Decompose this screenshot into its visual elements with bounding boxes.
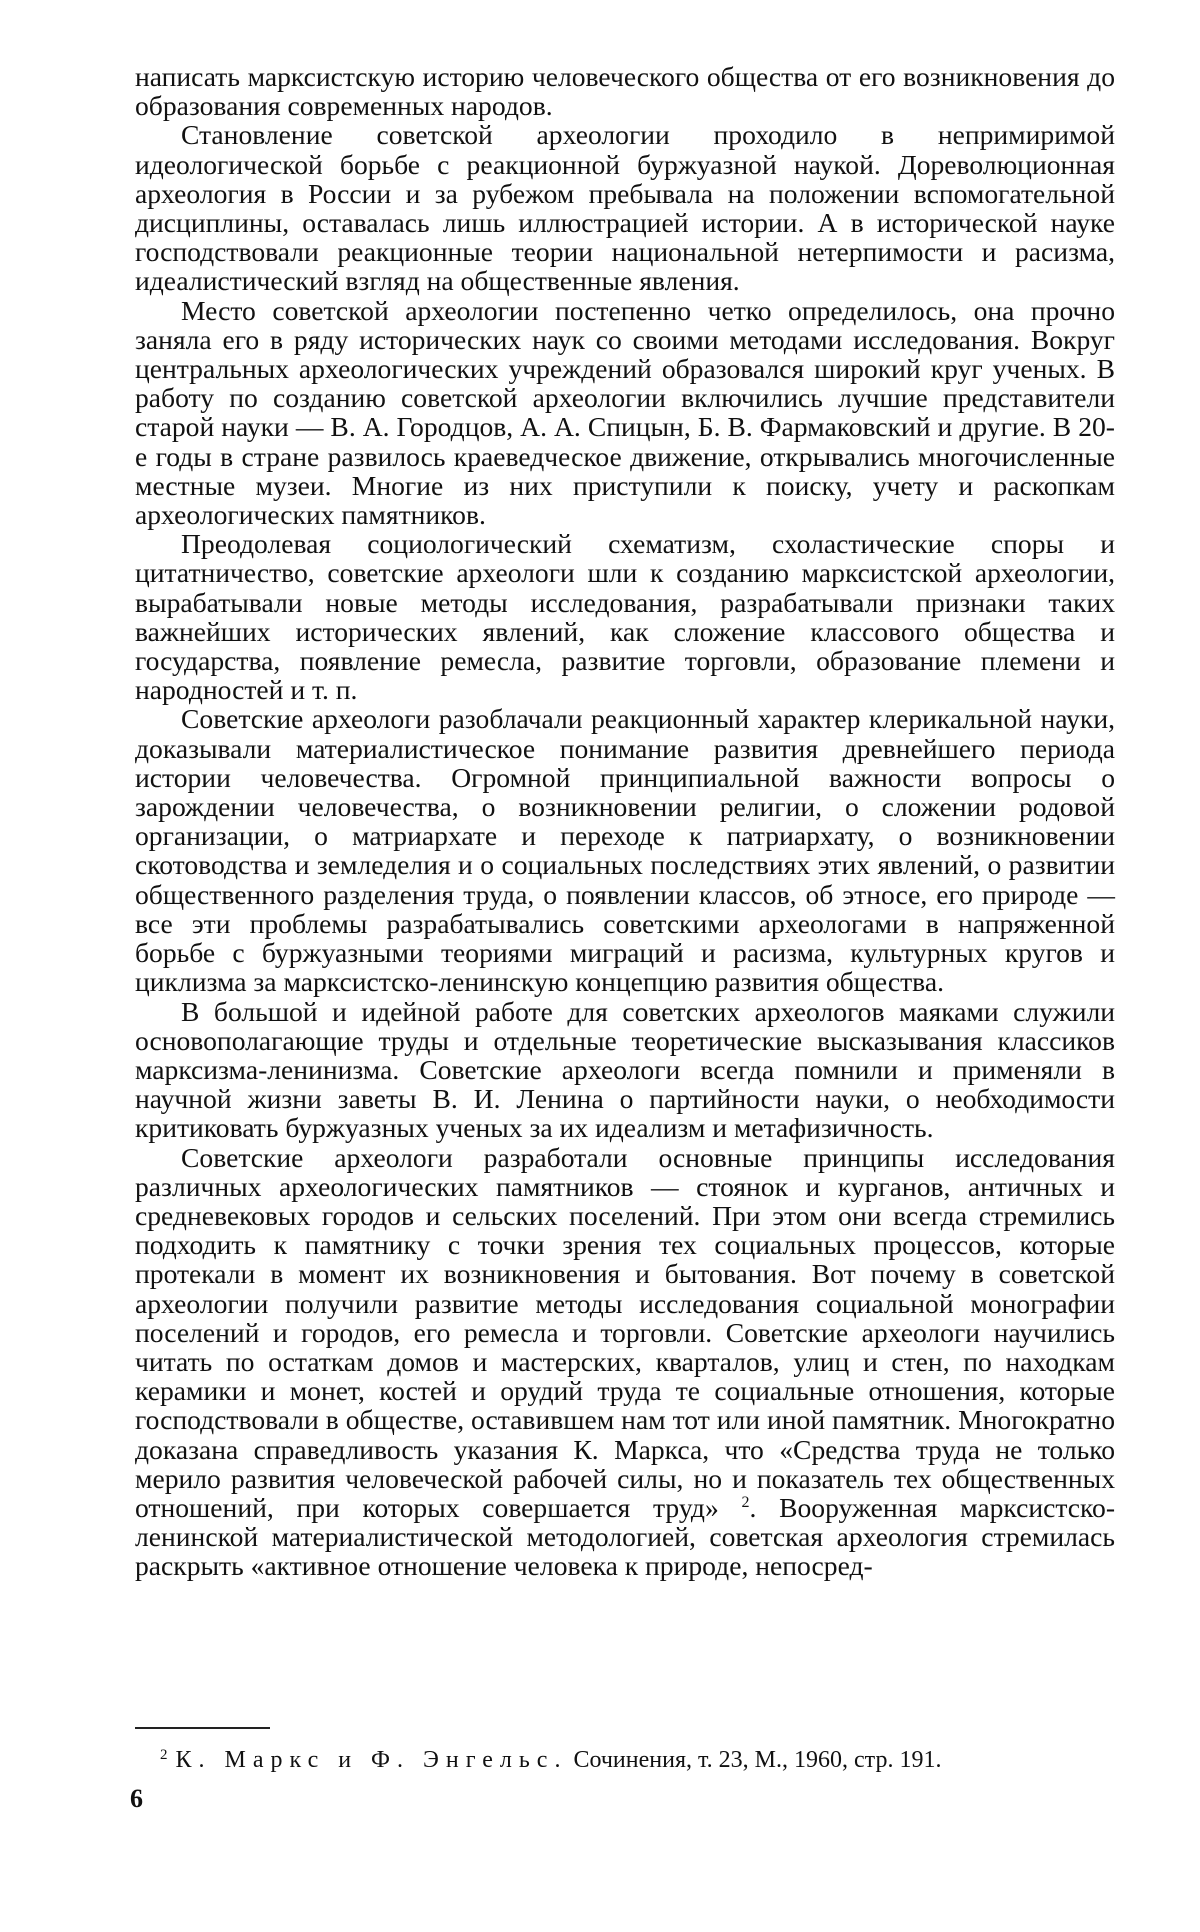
footnote <box>160 1741 1060 1774</box>
page-number: 6 <box>130 1784 143 1813</box>
paragraph-5: Советские археологи разоблачали реакционный характер клерикальной науки, доказывали материалистическое понимание развития древнейшего периода истории человечества. Огромной принципиальной важности вопросы о зарождении человечества, о возникновении религии, о сложении родовой организации, о матриархате и переходе к патриархату, о возникновении скотоводства и земледелия и о социальных последствиях этих явлений, о развитии общественного разделения труда, о появлении классов, об этносе, его природе — все эти проблемы разрабатывались советскими археологами в напряженной борьбе с буржуазными теориями миграций и расизма, культурных кругов и циклизма за марксистско-ленинскую концепцию развития общества. <box>135 703 1115 998</box>
paragraph-4: Преодолевая социологический схематизм, схоластические споры и цитатничество, советские археологи шли к созданию марксистской археологии, вырабатывали новые методы исследования, разрабатывали признаки таких важнейших исторических явлений, как сложение классового общества и государства, появление ремесла, развитие торговли, образование племени и народностей и т. п. <box>135 528 1115 706</box>
paragraph-7: Советские археологи разработали основные принципы исследования различных археологических памятников — стоянок и курганов, античных и средневековых городов и сельских поселений. При этом они всегда стремились подходить к памятнику с точки зрения тех социальных процессов, которые протекали в момент их возникновения и бытования. Вот почему в советской археологии получили развитие методы исследования социальной монографии поселений и городов, его ремесла и торговли. Советские археологи научились читать по остаткам домов и мастерских, кварталов, улиц и стен, по находкам керамики и монет, костей и орудий труда те социальные отношения, которые господствовали в обществе, оставившем нам тот или иной памятник. Многократно доказана справедливость указания К. Маркса, что «Средства труда не только мерило развития человеческой рабочей силы, но и показатель тех общественных отношений, при которых совершается труд» $^2$. Вооруженная марксистско-ленинской материалистической методологией, советская археология стремилась раскрыть «активное отношение человека к природе, непосред- <box>135 1141 1116 1582</box>
document-page <box>135 62 1115 1581</box>
body-text <box>135 62 1115 1581</box>
paragraph-6: В большой и идейной работе для советских археологов маяками служили основополагающие труды и отдельные теоретические высказывания классиков марксизма-ленинизма. Советские археологи всегда помнили и применяли в научной жизни заветы В. И. Ленина о партийности науки, о необходимости критиковать буржуазных ученых за их идеализм и метафизичность. <box>135 995 1115 1144</box>
footnote-marker: 2 <box>160 1747 168 1763</box>
footnote-reference[interactable]: 2 <box>741 1493 750 1511</box>
paragraph-3: Место советской археологии постепенно четко определилось, она прочно заняла его в ряду исторических наук со своими методами исследования. Вокруг центральных археологических учреждений образовался широкий круг ученых. В работу по созданию советской археологии включились лучшие представители старой науки — В. А. Городцов, А. А. Спицын, Б. В. Фармаковский и другие. В 20-е годы в стране развилось краеведческое движение, открывались многочисленные местные музеи. Многие из них приступили к поиску, учету и раскопкам археологических памятников. <box>135 294 1115 531</box>
paragraph-1: написать марксистскую историю человеческого общества от его возникновения до образования современных народов. <box>135 61 1115 122</box>
footnote-author: К. Маркс и Ф. Энгельс. <box>175 1747 568 1773</box>
footnote-text: Сочинения, т. 23, М., 1960, стр. 191. <box>573 1747 942 1773</box>
footnote-divider <box>135 1727 270 1729</box>
paragraph-7-text: Советские археологи разработали основные принципы исследования различных археологических памятников — стоянок и курганов, античных и средневековых городов и сельских поселений. При этом они всегда стремились подходить к памятнику с точки зрения тех социальных процессов, которые протекали в момент их возникновения и бытования. Вот почему в советской археологии получили развитие методы исследования социальной монографии поселений и городов, его ремесла и торговли. Советские археологи научились читать по остаткам домов и мастерских, кварталов, улиц и стен, по находкам керамики и монет, костей и орудий труда те социальные отношения, которые господствовали в обществе, оставившем нам тот или иной памятник. Многократно доказана справедливость указания К. Маркса, что «Средства труда не только мерило развития человеческой рабочей силы, но и показатель тех общественных отношений, при которых совершается труд» <box>135 1141 1115 1523</box>
paragraph-7-continuation: Вооруженная марксистско-ленинской материалистической методологией, советская археология стремилась раскрыть «активное отношение человека к природе, непосред- <box>135 1491 1116 1582</box>
paragraph-2: Становление советской археологии проходило в непримиримой идеологической борьбе с реакционной буржуазной наукой. Дореволюционная археология в России и за рубежом пребывала на положении вспомогательной дисциплины, оставалась лишь иллюстрацией истории. А в исторической науке господствовали реакционные теории национальной нетерпимости и расизма, идеалистический взгляд на общественные явления. <box>135 119 1115 297</box>
